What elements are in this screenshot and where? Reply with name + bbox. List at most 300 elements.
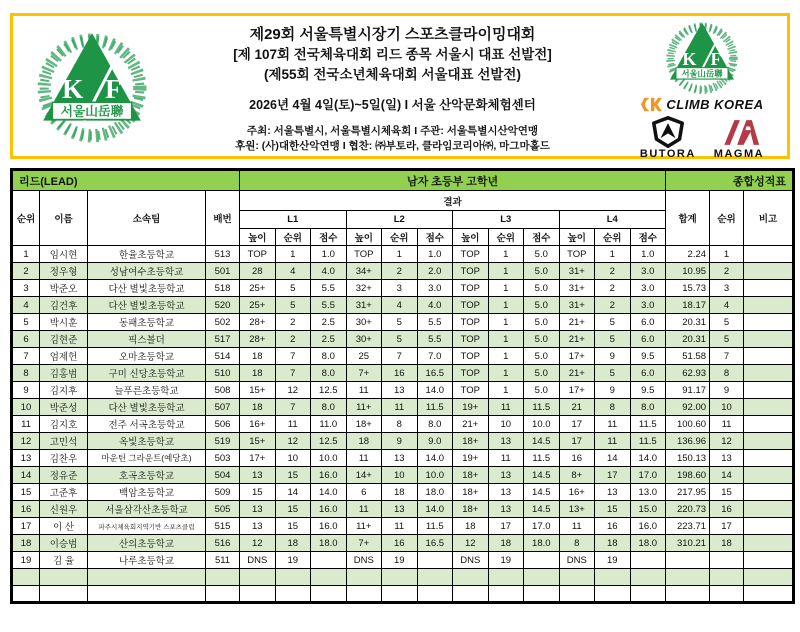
cell [744, 535, 794, 552]
table-row [12, 450, 794, 467]
cell [630, 552, 666, 569]
cell [488, 586, 524, 603]
cell [744, 348, 794, 365]
cell: 31+ [559, 297, 595, 314]
cell: 517 [206, 331, 240, 348]
cell: 4 [12, 297, 40, 314]
cell: 18 [12, 535, 40, 552]
cell [710, 586, 744, 603]
cell: 28+ [240, 331, 276, 348]
cell: 10 [710, 399, 744, 416]
col-team: 소속팀 [88, 191, 206, 246]
cell: 4 [710, 297, 744, 314]
cell: 14 [12, 467, 40, 484]
cell: 11.5 [524, 399, 560, 416]
cell [311, 569, 347, 586]
magma-logo [714, 116, 764, 160]
cell: 전주 서곡초등학교 [88, 416, 206, 433]
cell: 5.5 [417, 314, 453, 331]
cell: 2.24 [666, 246, 710, 263]
butora-shield-icon [649, 116, 687, 148]
cell: 7 [710, 348, 744, 365]
cell: 13 [240, 467, 276, 484]
results-body [12, 246, 794, 603]
cell: 8 [559, 535, 595, 552]
cell: 5 [275, 280, 311, 297]
cell: 16 [382, 535, 418, 552]
cell: 513 [206, 246, 240, 263]
cell: 8.0 [311, 348, 347, 365]
table-row [12, 586, 794, 603]
table-row [12, 467, 794, 484]
cell: 12.5 [311, 382, 347, 399]
cell: TOP [453, 365, 489, 382]
cell [240, 586, 276, 603]
table-row [12, 399, 794, 416]
cell: 13 [382, 501, 418, 518]
results-table [10, 168, 795, 604]
cell: 10.0 [417, 467, 453, 484]
cell [12, 569, 40, 586]
cell: 198.60 [666, 467, 710, 484]
cell: 서울삼각산초등학교 [88, 501, 206, 518]
cell: 5.0 [524, 297, 560, 314]
cell: 14.5 [524, 501, 560, 518]
cell: 11 [488, 450, 524, 467]
cell [744, 382, 794, 399]
kf-seoul-federation-logo [31, 22, 153, 150]
cell: 18 [710, 535, 744, 552]
cell [240, 569, 276, 586]
cell: 3.0 [417, 280, 453, 297]
cell: DNS [346, 552, 382, 569]
cell: 20.31 [666, 331, 710, 348]
event-sponsors: 후원: (사)대한산악연맹 I 협찬: ㈜부토라, 클라임코리아㈜, 마그마홀드 [235, 140, 550, 152]
cell: 17 [710, 518, 744, 535]
cell: 11 [275, 416, 311, 433]
cell: 1 [382, 246, 418, 263]
cell: 18+ [453, 484, 489, 501]
cell: TOP [453, 314, 489, 331]
cell: 11 [346, 450, 382, 467]
table-row [12, 263, 794, 280]
cell: 6.0 [630, 331, 666, 348]
section-label: 리드(LEAD) [12, 170, 240, 191]
cell: 516 [206, 535, 240, 552]
cell: 2 [710, 263, 744, 280]
cell: 15 [275, 501, 311, 518]
cell [40, 569, 88, 586]
cell: 박시훈 [40, 314, 88, 331]
cell: 7 [275, 399, 311, 416]
cell: 5 [382, 331, 418, 348]
cell: 5.0 [524, 331, 560, 348]
cell: 늘푸른초등학교 [88, 382, 206, 399]
cell [666, 569, 710, 586]
route-l2: L2 [346, 211, 453, 229]
cell: 16 [595, 518, 631, 535]
cell: 6.0 [630, 314, 666, 331]
table-row [12, 348, 794, 365]
cell: 11.5 [417, 399, 453, 416]
cell: 5.0 [524, 382, 560, 399]
cell: TOP [559, 246, 595, 263]
cell: 8 [382, 416, 418, 433]
cell: 5 [595, 365, 631, 382]
cell [346, 586, 382, 603]
cell: 511 [206, 552, 240, 569]
cell: 김홍범 [40, 365, 88, 382]
col-final-rank: 순위 [710, 191, 744, 246]
cell: 51.58 [666, 348, 710, 365]
cell: 15 [275, 518, 311, 535]
cell: TOP [453, 331, 489, 348]
cell: 21+ [453, 416, 489, 433]
cell: 506 [206, 416, 240, 433]
cell: 15 [710, 484, 744, 501]
cell: 25+ [240, 280, 276, 297]
subcol-rank: 순위 [382, 229, 418, 246]
cell: 13 [488, 484, 524, 501]
cell: 호곡초등학교 [88, 467, 206, 484]
cell: 6 [12, 331, 40, 348]
cell: 이승범 [40, 535, 88, 552]
cell: 18 [453, 518, 489, 535]
cell: TOP [240, 246, 276, 263]
cell [710, 569, 744, 586]
cell: 17 [488, 518, 524, 535]
cell [666, 552, 710, 569]
cell: 19 [12, 552, 40, 569]
cell: 509 [206, 484, 240, 501]
cell: 15 [595, 501, 631, 518]
table-row [12, 331, 794, 348]
cell: 7.0 [417, 348, 453, 365]
cell [346, 569, 382, 586]
cell [744, 246, 794, 263]
cell: 502 [206, 314, 240, 331]
cell: 18 [346, 433, 382, 450]
cell: 2.0 [417, 263, 453, 280]
cell [206, 569, 240, 586]
table-row [12, 501, 794, 518]
cell: 15.0 [630, 501, 666, 518]
cell: 3 [382, 280, 418, 297]
cell: 15.73 [666, 280, 710, 297]
cell: 13.0 [630, 484, 666, 501]
cell: 9 [710, 382, 744, 399]
cell: 518 [206, 280, 240, 297]
cell [744, 467, 794, 484]
cell: 4.0 [311, 263, 347, 280]
cell: 12.5 [311, 433, 347, 450]
event-titles [163, 24, 622, 154]
cell: 5.0 [524, 280, 560, 297]
kf-emblem-small-logo [662, 17, 742, 97]
event-subtitle-2: (제55회 전국소년체육대회 서울대표 선발전) [264, 67, 521, 82]
cell: 2 [382, 263, 418, 280]
cell: 4 [382, 297, 418, 314]
col-note: 비고 [744, 191, 794, 246]
cell: 김지후 [40, 382, 88, 399]
cell [630, 569, 666, 586]
cell: DNS [453, 552, 489, 569]
cell: 픽스볼더 [88, 331, 206, 348]
cell: 김찬우 [40, 450, 88, 467]
cell: 19+ [453, 399, 489, 416]
col-name: 이름 [40, 191, 88, 246]
cell: 7 [382, 348, 418, 365]
cell: 19 [382, 552, 418, 569]
cell: 20.31 [666, 314, 710, 331]
table-row [12, 365, 794, 382]
cell [744, 314, 794, 331]
cell: 9 [595, 382, 631, 399]
cell: 11 [12, 416, 40, 433]
cell: 13 [488, 501, 524, 518]
cell: 5.0 [524, 348, 560, 365]
cell: 10 [382, 467, 418, 484]
cell: 514 [206, 348, 240, 365]
table-row [12, 569, 794, 586]
cell: 136.96 [666, 433, 710, 450]
ck-icon [640, 97, 662, 112]
cell: 1.0 [311, 246, 347, 263]
cell: 정우형 [40, 263, 88, 280]
cell: 15+ [240, 433, 276, 450]
event-date-venue: 2026년 4월 4일(토)~5일(일) I 서울 산악문화체험센터 [249, 98, 536, 112]
cell: 8.0 [417, 416, 453, 433]
cell: 11 [488, 399, 524, 416]
cell: 1 [488, 314, 524, 331]
cell: 1 [488, 263, 524, 280]
cell: 14.0 [417, 450, 453, 467]
cell: 10 [488, 416, 524, 433]
table-row [12, 280, 794, 297]
cell: 1.0 [417, 246, 453, 263]
subcol-points: 점수 [311, 229, 347, 246]
cell: 16.5 [417, 365, 453, 382]
cell: 16.0 [311, 467, 347, 484]
cell: 3.0 [630, 297, 666, 314]
subcol-height: 높이 [559, 229, 595, 246]
cell: 5 [595, 331, 631, 348]
cell: 13 [240, 501, 276, 518]
cell [12, 586, 40, 603]
cell: 34+ [346, 263, 382, 280]
cell: 18 [488, 535, 524, 552]
butora-logo [640, 116, 696, 160]
cell: 11.5 [524, 450, 560, 467]
cell: 1 [488, 348, 524, 365]
cell: 12 [12, 433, 40, 450]
cell: 11 [710, 416, 744, 433]
cell: 13 [382, 450, 418, 467]
cell: 1 [488, 297, 524, 314]
subcol-points: 점수 [524, 229, 560, 246]
cell: 8+ [559, 467, 595, 484]
cell: 1 [595, 246, 631, 263]
cell: 5.0 [524, 246, 560, 263]
cell: 14 [595, 450, 631, 467]
cell: TOP [453, 382, 489, 399]
cell: 507 [206, 399, 240, 416]
cell: 박준성 [40, 399, 88, 416]
route-l4: L4 [559, 211, 666, 229]
cell [382, 586, 418, 603]
cell: 3 [12, 280, 40, 297]
cell: 18 [240, 348, 276, 365]
cell: 박준오 [40, 280, 88, 297]
cell: 100.60 [666, 416, 710, 433]
cell: 11+ [346, 399, 382, 416]
cell: 2 [275, 331, 311, 348]
cell [417, 586, 453, 603]
table-row [12, 535, 794, 552]
cell: 11 [595, 433, 631, 450]
header-box [10, 13, 790, 159]
col-rank: 순위 [12, 191, 40, 246]
cell: 14.0 [630, 450, 666, 467]
cell [382, 569, 418, 586]
cell [88, 569, 206, 586]
table-row [12, 246, 794, 263]
cell: 10.95 [666, 263, 710, 280]
cell: 1 [488, 280, 524, 297]
cell: 14.0 [417, 501, 453, 518]
cell: 한율초등학교 [88, 246, 206, 263]
cell: 19 [595, 552, 631, 569]
cell [453, 586, 489, 603]
cell: 5 [12, 314, 40, 331]
cell: 18+ [346, 416, 382, 433]
cell: 백암초등학교 [88, 484, 206, 501]
cell: 2 [12, 263, 40, 280]
cell [524, 569, 560, 586]
cell: 17 [559, 416, 595, 433]
cell [744, 569, 794, 586]
cell: 김건후 [40, 297, 88, 314]
cell: 5.5 [417, 331, 453, 348]
cell: 3.0 [630, 263, 666, 280]
cell: 18+ [453, 501, 489, 518]
cell: 13 [595, 484, 631, 501]
cell: 11 [595, 416, 631, 433]
cell: 고민석 [40, 433, 88, 450]
cell [206, 586, 240, 603]
cell: 13+ [559, 501, 595, 518]
cell: 18.17 [666, 297, 710, 314]
event-title: 제29회 서울특별시장기 스포츠클라이밍대회 [249, 26, 536, 43]
cell: 오마초등학교 [88, 348, 206, 365]
cell [744, 586, 794, 603]
cell: 김현준 [40, 331, 88, 348]
cell [524, 552, 560, 569]
cell: 16.0 [311, 501, 347, 518]
magma-icon [717, 116, 761, 148]
cell: 30+ [346, 331, 382, 348]
cell: 13 [240, 518, 276, 535]
route-l3: L3 [453, 211, 560, 229]
cell: 마운틴 그라운트(예당초) [88, 450, 206, 467]
cell: 18.0 [417, 484, 453, 501]
cell: 김지호 [40, 416, 88, 433]
cell: 14.5 [524, 433, 560, 450]
cell: 이 산 [40, 518, 88, 535]
climb-korea-logo [640, 95, 763, 113]
cell: 8.0 [311, 399, 347, 416]
cell: 5.5 [311, 280, 347, 297]
cell: 1 [488, 331, 524, 348]
subcol-rank: 순위 [488, 229, 524, 246]
cell: 신원우 [40, 501, 88, 518]
event-hosts: 주최: 서울특별시, 서울특별시체육회 I 주관: 서울특별시산악연맹 [246, 125, 539, 137]
cell: 18 [382, 484, 418, 501]
cell: 다산 별빛초등학교 [88, 297, 206, 314]
cell: 7 [275, 365, 311, 382]
cell: 18 [240, 365, 276, 382]
cell: 1 [488, 365, 524, 382]
cell: 10 [12, 399, 40, 416]
subcol-rank: 순위 [275, 229, 311, 246]
cell: 12 [710, 433, 744, 450]
cell: 8.0 [311, 365, 347, 382]
cell: 나루초등학교 [88, 552, 206, 569]
cell: 15 [275, 467, 311, 484]
cell: 5 [382, 314, 418, 331]
cell: 16 [12, 501, 40, 518]
cell: TOP [346, 246, 382, 263]
subcol-rank: 순위 [595, 229, 631, 246]
cell [744, 331, 794, 348]
cell: 동패초등학교 [88, 314, 206, 331]
cell: 엄제헌 [40, 348, 88, 365]
cell: 8 [595, 399, 631, 416]
cell: 505 [206, 501, 240, 518]
cell: 구미 신당초등학교 [88, 365, 206, 382]
cell [524, 586, 560, 603]
cell: 1 [12, 246, 40, 263]
cell: 2 [595, 297, 631, 314]
cell: 5.0 [524, 263, 560, 280]
cell [744, 416, 794, 433]
cell: DNS [559, 552, 595, 569]
cell [595, 569, 631, 586]
cell [311, 552, 347, 569]
cell: 1 [488, 246, 524, 263]
subcol-height: 높이 [240, 229, 276, 246]
cell: 11 [382, 518, 418, 535]
cell: 16.5 [417, 535, 453, 552]
cell: 2 [595, 263, 631, 280]
cell: 31+ [346, 297, 382, 314]
cell: 1 [275, 246, 311, 263]
cell: 21+ [559, 365, 595, 382]
cell: 2.5 [311, 314, 347, 331]
cell: 21 [559, 399, 595, 416]
cell: 17+ [240, 450, 276, 467]
subcol-points: 점수 [417, 229, 453, 246]
cell [744, 263, 794, 280]
cell: 7 [12, 348, 40, 365]
cell: 92.00 [666, 399, 710, 416]
cell: 13 [488, 433, 524, 450]
table-row [12, 416, 794, 433]
cell: 91.17 [666, 382, 710, 399]
cell: TOP [453, 246, 489, 263]
cell: 11 [382, 399, 418, 416]
cell [453, 569, 489, 586]
